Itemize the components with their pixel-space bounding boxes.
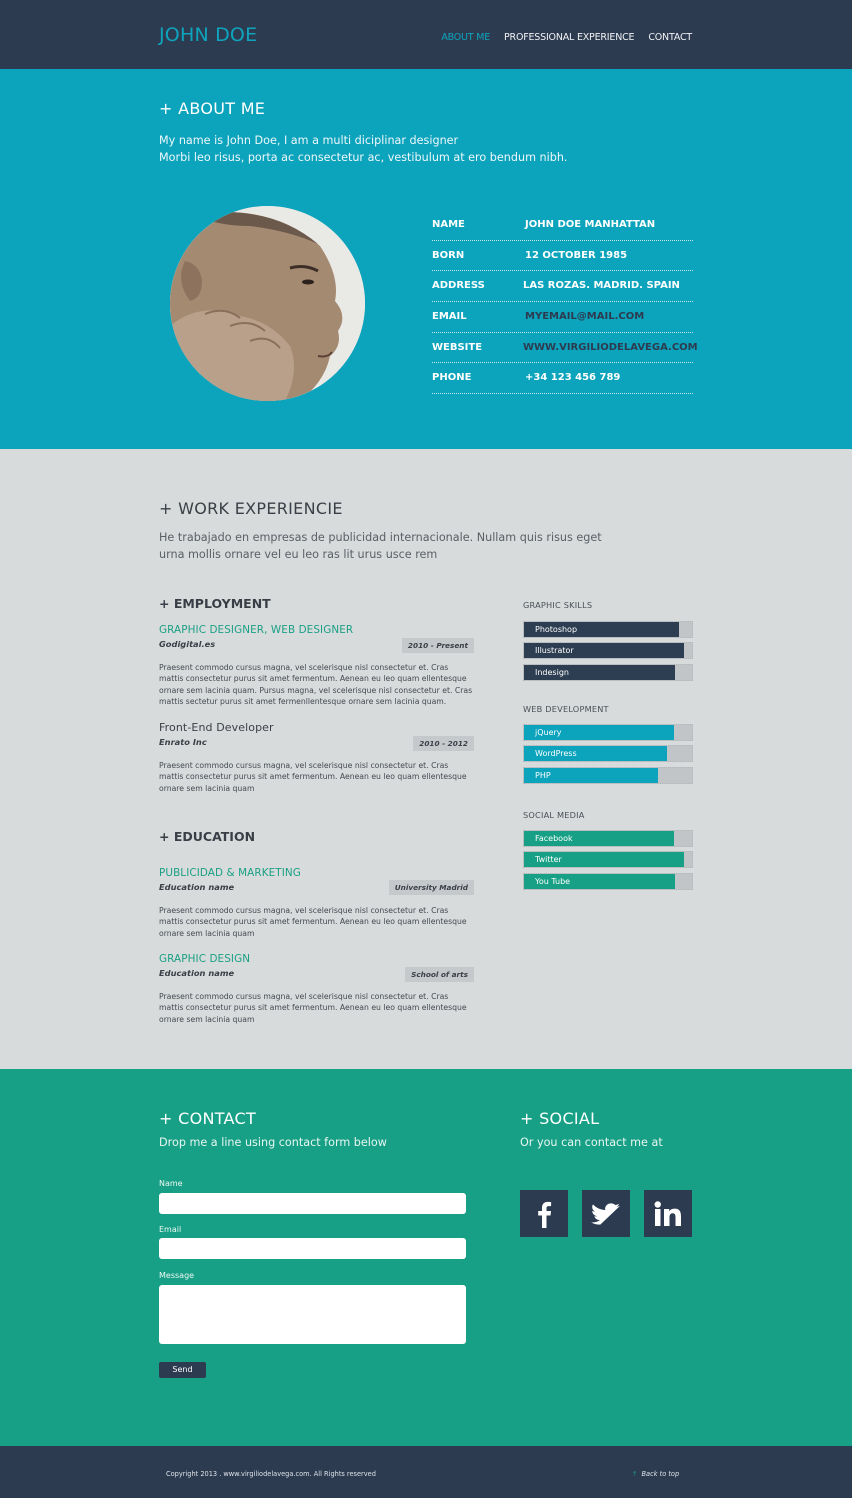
info-row-born [432, 241, 693, 272]
social-lead: Or you can contact me at [520, 1136, 663, 1149]
education-org: Education name [159, 882, 235, 892]
brand-logo[interactable]: JOHN DOE [159, 24, 258, 46]
info-key: EMAIL [432, 311, 467, 323]
nav-about-me[interactable]: ABOUT ME [441, 32, 491, 43]
about-intro [159, 132, 567, 166]
info-row-phone [432, 363, 693, 394]
info-value: LAS ROZAS. MADRID. SPAIN [523, 280, 680, 292]
info-key: ADDRESS [432, 280, 485, 292]
skill-group-social [523, 810, 693, 890]
skill-bar-illustrator: Illustrator [523, 642, 693, 659]
info-value: +34 123 456 789 [525, 372, 621, 384]
name-label: Name [159, 1179, 183, 1188]
linkedin-button[interactable] [644, 1190, 692, 1237]
facebook-button[interactable] [520, 1190, 568, 1237]
footer [0, 1446, 852, 1498]
skill-bar-photoshop: Photoshop [523, 621, 693, 638]
facebook-icon [534, 1200, 554, 1228]
contact-section [0, 1069, 852, 1446]
profile-photo [170, 206, 365, 401]
top-navbar [0, 0, 852, 69]
employment-item [159, 721, 474, 794]
info-key: WEBSITE [432, 341, 483, 353]
social-icons [520, 1190, 692, 1237]
date-badge: 2010 - 2012 [413, 736, 474, 751]
job-org: Enrato Inc [159, 737, 207, 747]
twitter-icon [591, 1203, 621, 1225]
skill-bar-facebook: Facebook [523, 830, 693, 847]
education-title: + EDUCATION [159, 829, 256, 844]
education-description: Praesent commodo cursus magna, vel scelerisque nisl consectetur et. Cras mattis consectetur purus sit amet fermentum. Aenean eu leo quam ellentesque ornare sem lacinia quam [159, 992, 467, 1024]
job-description: Praesent commodo cursus magna, vel scelerisque nisl consectetur et. Cras mattis consectetur purus sit amet fermentum. Aenean eu leo quam ellentesque ornare sem lacinia quam. Pursus magna, vel scelerisque nisl consectetur et. Cras mattis sectetur purus sit amet fermenllentesque ornare sem lacinia quam. [159, 663, 473, 706]
work-title: + WORK EXPERIENCIE [159, 499, 343, 518]
contact-lead: Drop me a line using contact form below [159, 1136, 387, 1149]
school-badge: University Madrid [389, 880, 474, 895]
info-key: PHONE [432, 372, 472, 384]
skill-bar-php: PHP [523, 767, 693, 784]
education-title-item: GRAPHIC DESIGN [159, 953, 251, 965]
job-title: GRAPHIC DESIGNER, WEB DESIGNER [159, 624, 354, 636]
email-label: Email [159, 1225, 182, 1234]
message-label: Message [159, 1271, 195, 1280]
message-textarea[interactable] [159, 1285, 466, 1344]
job-description: Praesent commodo cursus magna, vel scelerisque nisl consectetur et. Cras mattis consectetur purus sit amet fermentum. Aenean eu leo quam ellentesque ornare sem lacinia quam [159, 761, 467, 793]
personal-info-table [432, 210, 698, 394]
copyright-text: Copyright 2013 . www.virgiliodelavega.com. All Rights reserved [166, 1470, 376, 1478]
employment-item [159, 624, 474, 707]
education-item [159, 953, 474, 1025]
email-input[interactable] [159, 1238, 466, 1259]
skill-bar-wordpress: WordPress [523, 745, 693, 762]
name-input[interactable] [159, 1193, 466, 1214]
skill-bar-jquery: jQuery [523, 724, 693, 741]
about-intro-line1: My name is John Doe, I am a multi diciplinar designer [159, 134, 459, 147]
employment-title: + EMPLOYMENT [159, 596, 271, 611]
send-button[interactable]: Send [159, 1362, 206, 1378]
skill-bar-youtube: You Tube [523, 873, 693, 890]
work-lead: He trabajado en empresas de publicidad internacionale. Nullam quis risus eget urna mollis ornare vel eu leo ras lit urus usce rem [159, 531, 602, 561]
about-section [0, 69, 852, 449]
arrow-up-icon: ↑ [632, 1470, 638, 1478]
work-section [0, 449, 852, 1069]
info-row-website [432, 333, 698, 364]
info-row-name [432, 210, 693, 241]
date-badge: 2010 - Present [402, 638, 474, 653]
main-nav [441, 32, 692, 43]
twitter-button[interactable] [582, 1190, 630, 1237]
job-org: Godigital.es [159, 639, 216, 649]
job-title: Front-End Developer [159, 721, 274, 734]
nav-contact[interactable]: CONTACT [648, 32, 692, 43]
linkedin-icon [654, 1201, 682, 1227]
contact-title: + CONTACT [159, 1109, 257, 1128]
skill-group-title: WEB DEVELOPMENT [523, 704, 609, 714]
info-key: BORN [432, 249, 465, 261]
back-to-top-label: Back to top [641, 1470, 680, 1478]
info-value: JOHN DOE MANHATTAN [525, 219, 656, 230]
education-item [159, 867, 474, 939]
about-intro-line2: Morbi leo risus, porta ac consectetur ac, vestibulum at ero bendum nibh. [159, 151, 568, 164]
skill-group-title: GRAPHIC SKILLS [523, 600, 593, 610]
school-badge: School of arts [405, 967, 474, 982]
website-link[interactable]: WWW.VIRGILIODELAVEGA.COM [523, 341, 698, 353]
skill-bar-indesign: Indesign [523, 664, 693, 681]
skill-bar-twitter: Twitter [523, 851, 693, 868]
info-row-address [432, 271, 693, 302]
info-key: NAME [432, 219, 465, 230]
skill-group-web [523, 704, 693, 784]
info-row-email [432, 302, 693, 333]
education-title-item: PUBLICIDAD & MARKETING [159, 867, 301, 879]
back-to-top-link[interactable] [632, 1470, 679, 1478]
skill-group-graphic [523, 600, 693, 681]
skill-group-title: SOCIAL MEDIA [523, 810, 585, 820]
education-description: Praesent commodo cursus magna, vel scelerisque nisl consectetur et. Cras mattis consectetur purus sit amet fermentum. Aenean eu leo quam ellentesque ornare sem lacinia quam [159, 906, 467, 938]
email-link[interactable]: MYEMAIL@MAIL.COM [525, 311, 645, 323]
social-title: + SOCIAL [520, 1109, 600, 1128]
info-value: 12 OCTOBER 1985 [525, 249, 628, 261]
about-title: + ABOUT ME [159, 99, 266, 118]
education-org: Education name [159, 968, 235, 978]
portrait-image [170, 206, 365, 401]
nav-professional-experience[interactable]: PROFESSIONAL EXPERIENCE [504, 32, 635, 43]
